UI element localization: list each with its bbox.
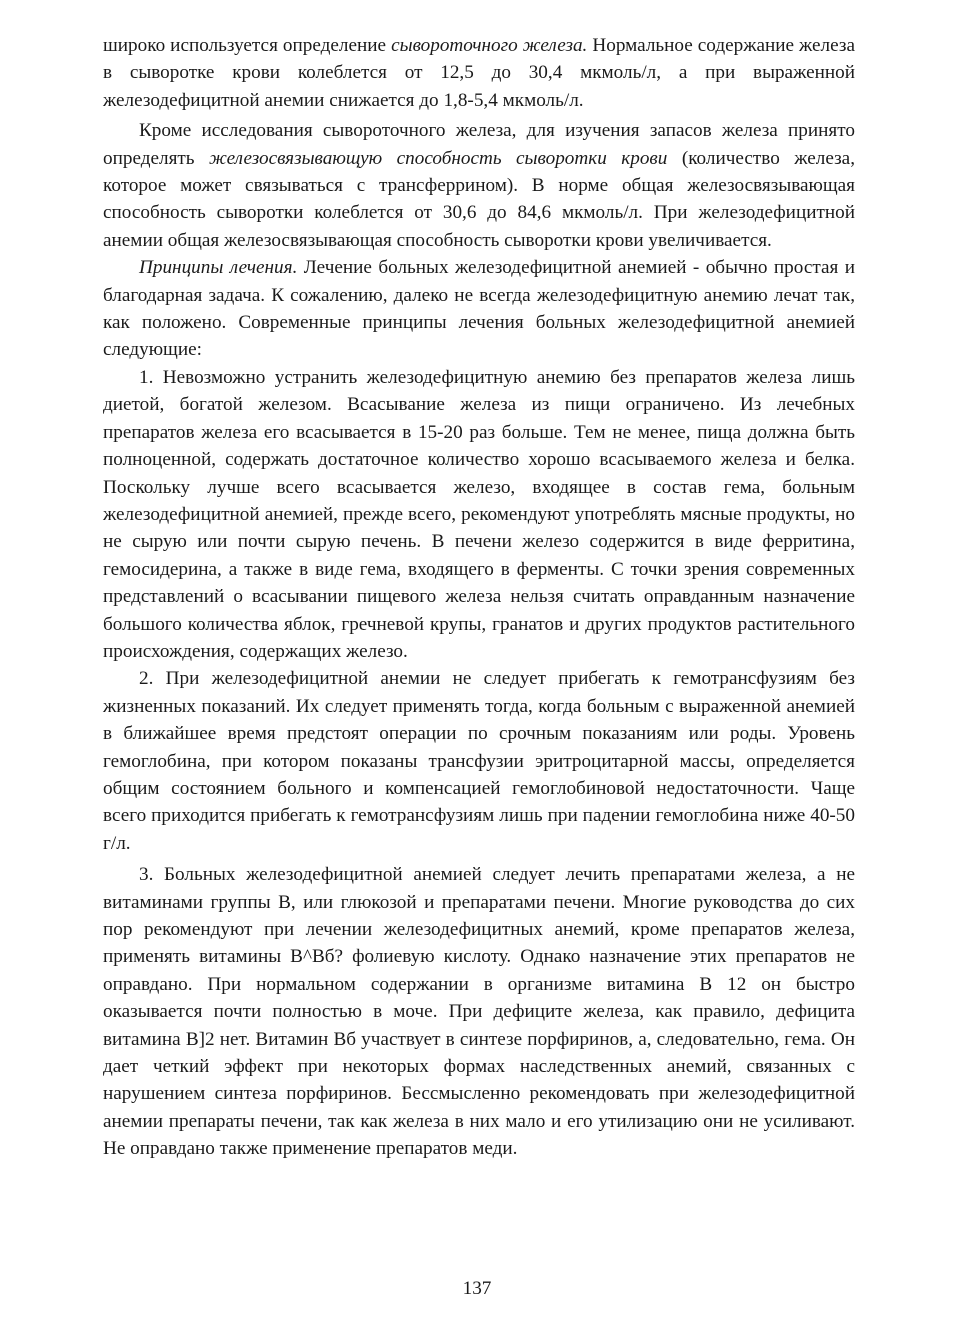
page-body <box>103 32 855 1163</box>
paragraph-principle-1: 1. Невозможно устранить железодефицитную анемию без препаратов железа лишь диетой, богатой железом. Всасывание железа из пищи ограничено. Из лечебных препаратов железа его всасывается в 15-20 раз больше. Тем не менее, пища должна быть полноценной, содержать достаточное количество хорошо всасываемого железа и белка. Поскольку лучше всего всасывается железо, входящее в состав гема, больным железодефицитной анемией, прежде всего, рекомендуют употреблять мясные продукты, но не сырую или почти сырую печень. В печени железо содержится в виде ферритина, гемосидерина, а также в виде гема, входящего в ферменты. С точки зрения современных представлений о всасывании пищевого железа нельзя считать оправданным назначение большого количества яблок, гречневой крупы, гранатов и других продуктов растительного происхождения, содержащих железо. <box>103 366 855 662</box>
page-number: 137 <box>462 1278 492 1299</box>
italic-heading: Принципы лечения. <box>139 257 298 279</box>
text-span: Кроме исследования сывороточного железа, для изучения запасов железа принято определять <box>103 120 855 169</box>
italic-term: сывороточного железа. <box>391 35 588 56</box>
paragraph-principle-2: 2. При железодефицитной анемии не следует прибегать к гемотрансфузиям без жизненных показаний. Их следует применять тогда, когда больным с выраженной анемией в ближайшее время предстоят операции по срочным показаниям или роды. Уровень гемоглобина, при котором показаны трансфузии эритроцитарной массы, определяется общим состоянием больного и компенсацией гемоглобиновой недостаточности. Чаще всего приходится прибегать к гемотрансфузиям лишь при падении гемоглобина ниже 40-50 г/л. <box>103 668 855 854</box>
italic-term: железосвязывающую способность сыворотки крови <box>209 147 668 169</box>
paragraph-treatment-principles <box>103 254 855 364</box>
text-span: (количество железа, которое может связываться с трансферрином). В норме общая железосвязывающая способность сыворотки колеблется от 30,6 до 84,6 мкмоль/л. При железодефицитной анемии общая железосвязывающая способность сыворотки крови увеличивается. <box>103 147 855 251</box>
paragraph-serum-iron <box>103 32 855 114</box>
paragraph-iron-binding-capacity <box>103 117 855 254</box>
text-span: Нормальное содержание железа в сыворотке крови колеблется от 12,5 до 30,4 мкмоль/л, а при выраженной железодефицитной анемии снижается до 1,8-5,4 мкмоль/л. <box>103 35 855 111</box>
text-span: широко используется определение <box>103 35 392 56</box>
paragraph-principle-3: 3. Больных железодефицитной анемией следует лечить препаратами железа, а не витаминами группы В, или глюкозой и препаратами печени. Многие руководства до сих пор рекомендуют при лечении железодефицитных анемий, кроме препаратов железа, применять витамины В^Вб? фолиевую кислоту. Однако назначение этих препаратов не оправдано. При нормальном содержании в организме витамина В 12 он быстро оказывается почти полностью в моче. При дефиците железа, как правило, дефицита витамина В]2 нет. Витамин Вб участвует в синтезе порфиринов, а, следовательно, гема. Он дает четкий эффект при некоторых формах наследственных анемий, связанных с нарушением синтеза порфиринов. Бессмысленно рекомендовать при железодефицитной анемии препараты печени, так как железа в них мало и его утилизацию они не усиливают. Не оправдано также применение препаратов меди. <box>103 864 855 1160</box>
text-span: Лечение больных железодефицитной анемией - обычно простая и благодарная задача. К сожалению, далеко не всегда железодефицитную анемию лечат так, как положено. Современные принципы лечения больных железодефицитной анемией следующие: <box>103 257 855 361</box>
